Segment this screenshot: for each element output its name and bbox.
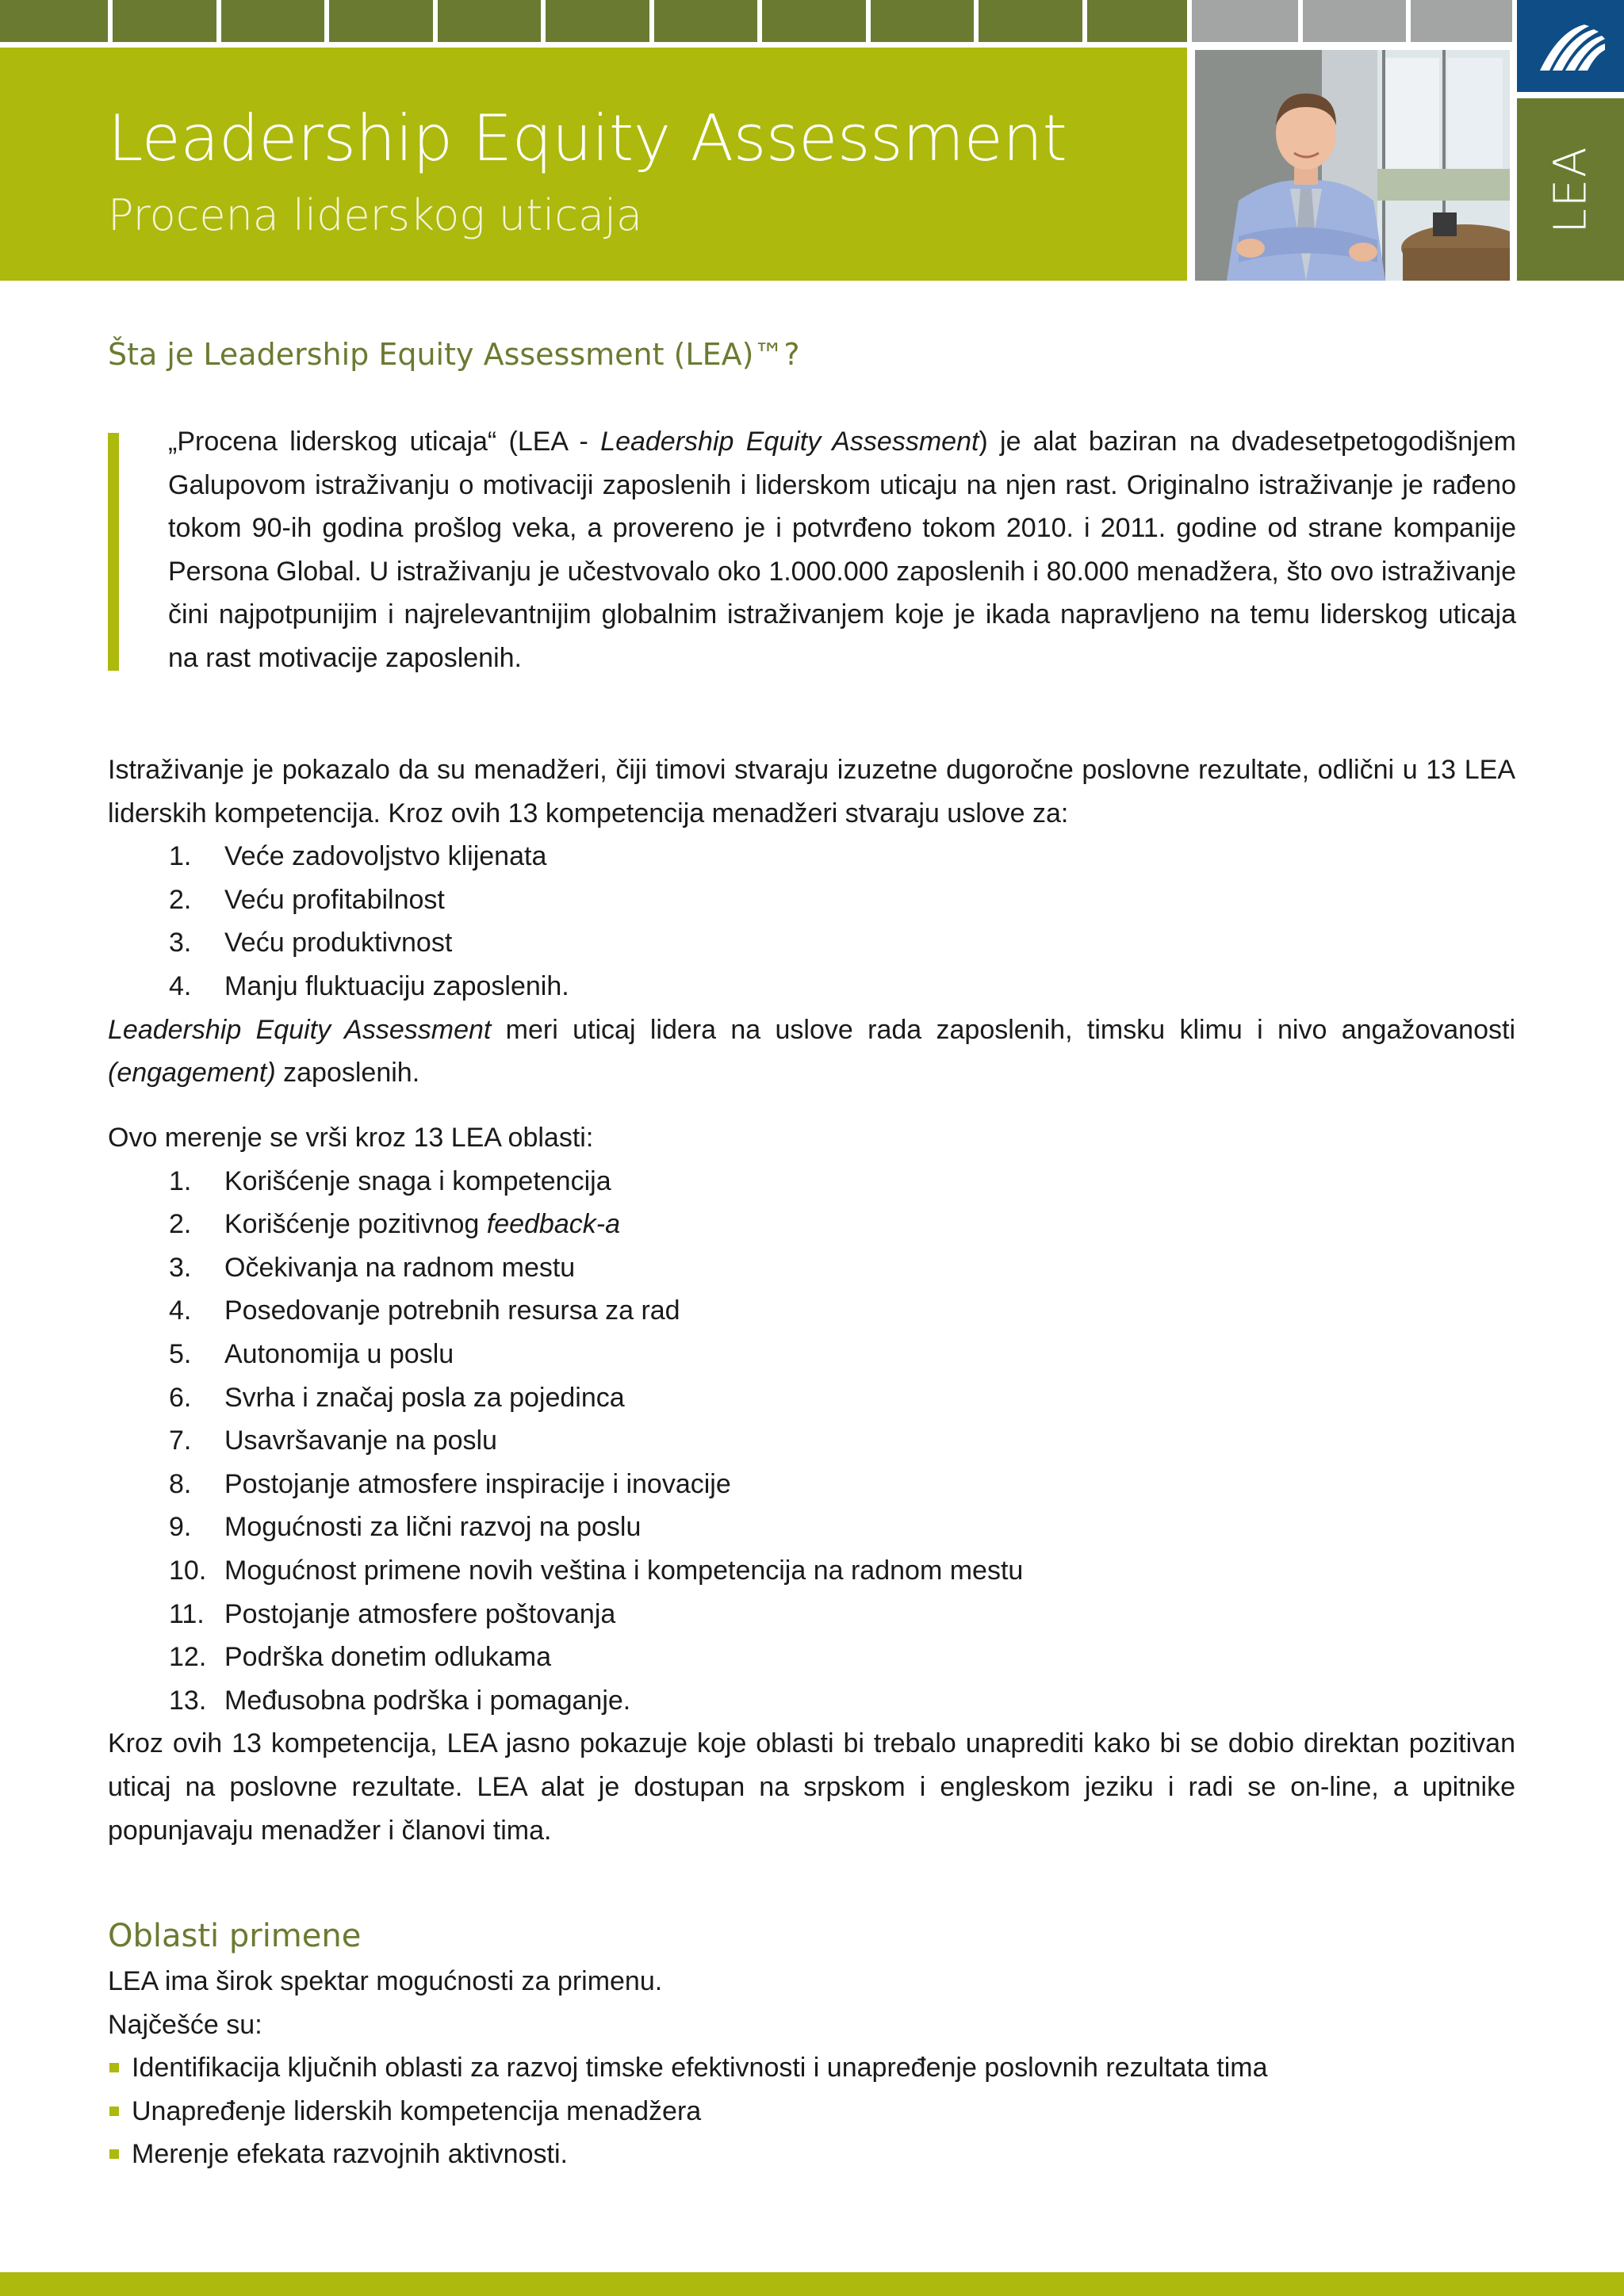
footer-bar bbox=[0, 2272, 1624, 2296]
measure-text: Leadership Equity Assessment meri uticaj lidera na uslove rada zaposlenih, timsku klimu i nivo angažovanosti (engagement) zaposlenih. bbox=[108, 1014, 1516, 1089]
list-item: 13. Međusobna podrška i pomaganje. bbox=[169, 1685, 631, 1716]
list-item: 4. Manju fluktuaciju zaposlenih. bbox=[169, 970, 569, 1001]
bullet-square-icon bbox=[109, 2063, 119, 2072]
list-item: 1. Korišćenje snaga i kompetencija bbox=[169, 1165, 611, 1196]
list-item: Unapređenje liderskih kompetencija menadžera bbox=[108, 2090, 1515, 2133]
intro-heading: Šta je Leadership Equity Assessment (LEA)™? bbox=[108, 337, 800, 372]
list-item: 5. Autonomija u poslu bbox=[169, 1338, 454, 1369]
page-subtitle: Procena liderskog uticaja bbox=[108, 190, 643, 240]
list-item: Identifikacija ključnih oblasti za razvoj timske efektivnosti i unapređenje poslovnih rezultata tima bbox=[108, 2046, 1515, 2090]
list-item: 10. Mogućnost primene novih veština i kompetencija na radnom mestu bbox=[169, 1555, 1024, 1586]
research-section bbox=[108, 748, 1515, 1095]
areas-closing: Kroz ovih 13 kompetencija, LEA jasno pokazuje koje oblasti bi trebalo unaprediti kako bi se dobio direktan pozitivan uticaj na poslovne rezultate. LEA alat je dostupan na srpskom i engleskom jeziku i radi se on-line, a upitnike popunjavaju menadžer i članovi tima. bbox=[108, 1728, 1515, 1846]
list-item: 8. Postojanje atmosfere inspiracije i inovacije bbox=[169, 1468, 731, 1499]
top-strip-green bbox=[0, 0, 1187, 42]
application-line-1: LEA ima širok spektar mogućnosti za primenu. bbox=[108, 1966, 663, 1996]
bullet-square-icon bbox=[109, 2107, 119, 2116]
lea-side-label: LEA bbox=[1545, 145, 1596, 234]
list-item: 6. Svrha i značaj posla za pojedinca bbox=[169, 1382, 625, 1413]
areas-section bbox=[108, 1116, 1515, 1852]
list-item: 12. Podrška donetim odlukama bbox=[169, 1642, 552, 1673]
list-item: 3. Očekivanja na radnom mestu bbox=[169, 1252, 576, 1283]
benefits-list bbox=[108, 835, 1515, 1008]
list-item: 1. Veće zadovoljstvo klijenata bbox=[169, 841, 547, 872]
list-item: Merenje efekata razvojnih aktivnosti. bbox=[108, 2133, 1515, 2176]
logo-icon bbox=[1535, 18, 1607, 74]
header-divider bbox=[0, 42, 1512, 48]
list-item: 4. Posedovanje potrebnih resursa za rad bbox=[169, 1295, 680, 1326]
list-item: 7. Usavršavanje na poslu bbox=[169, 1425, 497, 1456]
quote-accent-bar bbox=[108, 433, 119, 671]
research-text: Istraživanje je pokazalo da su menadžeri, čiji timovi stvaraju izuzetne dugoročne poslovne rezultate, odlični u 13 LEA liderskih kompetencija. Kroz ovih 13 kompetencija menadžeri stvaraju uslove za: bbox=[108, 755, 1515, 828]
application-section bbox=[108, 1912, 1515, 2176]
application-bullets bbox=[108, 2046, 1515, 2176]
bullet-square-icon bbox=[109, 2149, 119, 2159]
application-line-2: Najčešće su: bbox=[108, 2009, 262, 2040]
list-item: 2. Veću profitabilnost bbox=[169, 884, 445, 915]
list-item: 2. Korišćenje pozitivnog feedback-a bbox=[169, 1209, 620, 1240]
lea-side-tab bbox=[1517, 98, 1624, 281]
list-item: 3. Veću produktivnost bbox=[169, 928, 453, 959]
areas-intro: Ovo merenje se vrši kroz 13 LEA oblasti: bbox=[108, 1123, 594, 1153]
company-logo bbox=[1517, 0, 1624, 92]
intro-quote: „Procena liderskog uticaja“ (LEA - Leadership Equity Assessment) je alat baziran na dvadesetpetogodišnjem Galupovom istraživanju o motivaciji zaposlenih i liderskom uticaju na njen rast. Originalno istraživanje je rađeno tokom 90-ih godina prošlog veka, a provereno je i potvrđeno tokom 2010. i 2011. godine od strane kompanije Persona Global. U istraživanju je učestvovalo oko 1.000.000 zaposlenih i 80.000 menadžera, što ovo istraživanje čini najpotpunijim i najrelevantnijim globalnim istraživanjem koje je ikada napravljeno na temu liderskog uticaja na rast motivacije zaposlenih. bbox=[168, 427, 1516, 673]
top-strip-gray bbox=[1192, 0, 1512, 42]
areas-list bbox=[108, 1160, 1515, 1723]
page-title: Leadership Equity Assessment bbox=[108, 101, 1067, 175]
header-photo bbox=[1195, 50, 1510, 281]
list-item: 9. Mogućnosti za lični razvoj na poslu bbox=[169, 1512, 642, 1543]
application-heading: Oblasti primene bbox=[108, 1918, 362, 1954]
list-item: 11. Postojanje atmosfere poštovanja bbox=[169, 1598, 616, 1629]
businessman-illustration bbox=[1195, 50, 1510, 281]
